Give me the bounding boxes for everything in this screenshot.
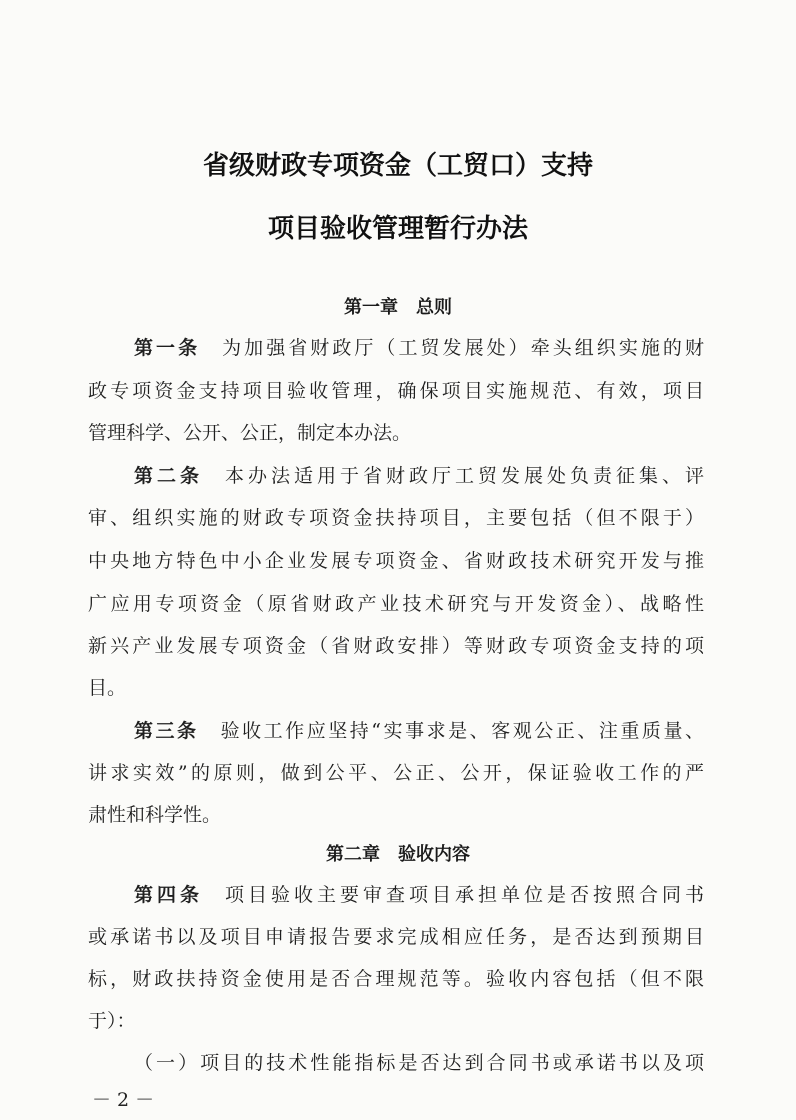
document-title-line-2: 项目验收管理暂行办法 <box>267 214 528 244</box>
article-3-line-1 <box>134 716 704 743</box>
article-text: 项目验收主要审查项目承担单位是否按照合同书 <box>225 884 704 906</box>
page-number: － 2 － <box>92 1089 155 1111</box>
article-label: 第三条 <box>134 720 199 742</box>
article-2-line-2: 审、组织实施的财政专项资金扶持项目，主要包括（但不限于） <box>88 507 704 529</box>
article-4-line-1 <box>134 880 704 907</box>
article-text: 验收工作应坚持“实事求是、客观公正、注重质量、 <box>220 720 704 742</box>
article-2-line-6: 目。 <box>88 677 127 699</box>
article-3-line-2: 讲求实效”的原则，做到公平、公正、公开，保证验收工作的严 <box>88 762 704 784</box>
article-2-line-5: 新兴产业发展专项资金（省财政安排）等财政专项资金支持的项 <box>88 635 704 657</box>
article-4-item-1-line-1: （一）项目的技术性能指标是否达到合同书或承诺书以及项 <box>134 1052 704 1074</box>
document-title-line-1: 省级财政专项资金（工贸口）支持 <box>202 151 593 181</box>
chapter-2-heading <box>0 840 796 866</box>
chapter-name: 验收内容 <box>398 844 470 865</box>
chapter-number: 第二章 <box>326 844 380 865</box>
article-2-line-3: 中央地方特色中小企业发展专项资金、省财政技术研究开发与推 <box>88 550 704 572</box>
article-label: 第一条 <box>134 337 201 359</box>
article-2-line-1 <box>134 461 704 488</box>
article-1-line-2: 政专项资金支持项目验收管理，确保项目实施规范、有效，项目 <box>88 380 704 402</box>
article-text: 本办法适用于省财政厅工贸发展处负责征集、评 <box>225 465 704 487</box>
article-2-line-4: 广应用专项资金（原省财政产业技术研究与开发资金）、战略性 <box>88 593 704 615</box>
article-label: 第四条 <box>134 884 203 906</box>
article-1-line-3: 管理科学、公开、公正，制定本办法。 <box>88 422 412 444</box>
article-4-line-3: 标，财政扶持资金使用是否合理规范等。验收内容包括（但不限 <box>88 968 704 990</box>
article-4-line-2: 或承诺书以及项目申请报告要求完成相应任务，是否达到预期目 <box>88 926 704 948</box>
article-3-line-3: 肃性和科学性。 <box>88 804 222 826</box>
article-4-line-4: 于）： <box>88 1010 136 1032</box>
article-text: 为加强省财政厅（工贸发展处）牵头组织实施的财 <box>222 337 704 359</box>
chapter-1-heading <box>0 293 796 319</box>
article-1-line-1 <box>134 333 704 360</box>
chapter-name: 总则 <box>416 297 452 318</box>
chapter-number: 第一章 <box>344 297 398 318</box>
article-label: 第二条 <box>134 465 203 487</box>
